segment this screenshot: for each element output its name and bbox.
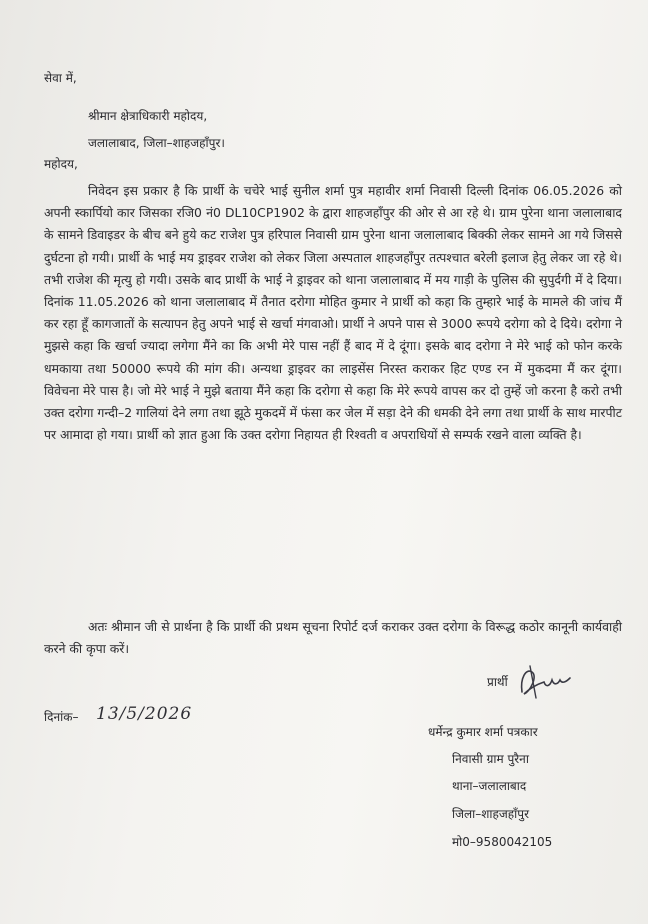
sender-district: जिला–शाहजहाँपुर bbox=[452, 807, 530, 821]
sender-name: धर्मेन्द्र कुमार शर्मा पत्रकार bbox=[428, 725, 538, 739]
date-label: दिनांक– bbox=[44, 710, 79, 724]
sender-village: निवासी ग्राम पुरैना bbox=[452, 752, 529, 766]
sender-station: थाना–जलालाबाद bbox=[452, 779, 527, 793]
greeting: महोदय, bbox=[44, 157, 78, 171]
paragraph-complaint: निवेदन इस प्रकार है कि प्रार्थी के चचेरे भाई सुनील शर्मा पुत्र महावीर शर्मा निवासी दिल्ली दिनांक 06.05.2026 को अपनी स्कार्पियो कार जिसका रजि0 नं0 DL10CP1902 के द्वारा शाहजहाँपुर की ओर से आ रहे थे। ग्राम पुरेना थाना जलालाबाद के सामने डिवाइडर के बीच बने हुये कट राजेश पुत्र हरिपाल निवासी ग्राम पुरेना थाना जलालाबाद बिक्की लेकर सामने आ गये जिससे दुर्घटना हो गयी। प्रार्थी के भाई मय ड्राइवर राजेश को लेकर जिला अस्पताल शाहजहाँपुर तत्पश्चात बरेली इलाज हेतु लेकर जा रहे थे। तभी राजेश की मृत्यु हो गयी। उसके बाद प्रार्थी के भाई ने ड्राइवर को थाना जलालाबाद में मय गाड़ी के पुलिस की सुपुर्दगी में दे दिया। दिनांक 11.05.2026 को थाना जलालाबाद में तैनात दरोगा मोहित कुमार ने प्रार्थी को कहा कि तुम्हारे भाई के मामले की जांच मैं कर रहा हूँ कागजातों के सत्यापन हेतु अपने भाई से खर्चा मंगवाओ। प्रार्थी ने अपने पास से 3000 रूपये दरोगा को दे दिये। दरोगा ने मुझसे कहा कि खर्चा ज्यादा लगेगा मैंने का कि अभी मेरे पास नहीं हैं बाद में दे दूंगा। इसके बाद दरोगा ने मेरे भाई को फोन करके धमकाया तथा 50000 रूपये की मांग की। अन्यथा ड्राइवर का लाइसेंस निरस्त कराकर हिट एण्ड रन में मुकदमा मैं कर दूंगा। विवेचना मेरे पास है। जो मेरे भाई ने मुझे बताया मैंने कहा कि दरोगा से कहा कि मेरे रूपये वापस कर दो तुम्हें जो करना है करो तभी उक्त दरोगा गन्दी–2 गालियां देने लगा तथा झूठे मुकदमें में फंसा कर जेल में सड़ा देने की धमकी देने लगा तथा प्रार्थी के साथ मारपीट पर आमादा हो गया। प्रार्थी को ज्ञात हुआ कि उक्त दरोगा निहायत ही रिश्वती व अपराधियों से सम्पर्क रखने वाला व्यक्ति है। bbox=[44, 183, 622, 443]
sender-mobile: मो0–9580042105 bbox=[452, 835, 553, 849]
handwritten-signature bbox=[516, 662, 576, 702]
recipient-place: जलालाबाद, जिला–शाहजहाँपुर। bbox=[88, 136, 225, 150]
date-handwritten: 13/5/2026 bbox=[96, 704, 193, 724]
salutation-to: सेवा में, bbox=[44, 71, 77, 85]
paragraph-request: अतः श्रीमान जी से प्रार्थना है कि प्रार्थी की प्रथम सूचना रिपोर्ट दर्ज कराकर उक्त दरोगा के विरूद्ध कठोर कानूनी कार्यवाही करने की कृपा करें। bbox=[44, 619, 622, 657]
recipient-title: श्रीमान क्षेत्राधिकारी महोदय, bbox=[88, 109, 208, 123]
signature-label: प्रार्थी bbox=[487, 675, 508, 689]
